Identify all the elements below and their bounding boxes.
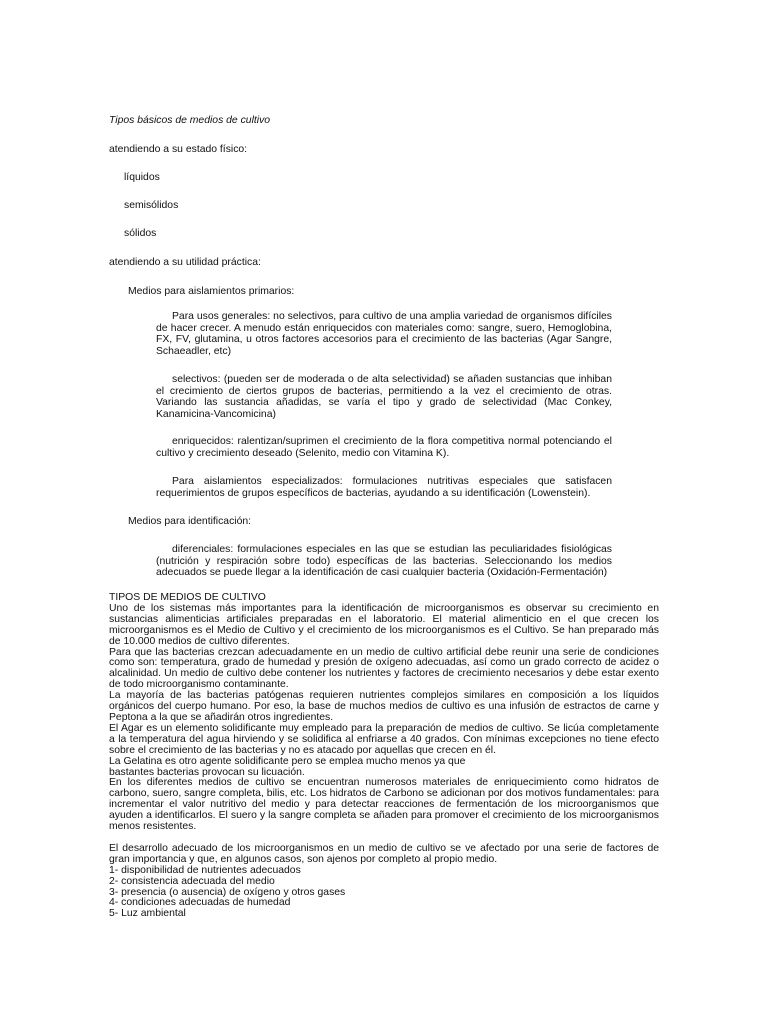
section-paragraph: Para que las bacterias crezcan adecuadamente en un medio de cultivo artificial debe reunir una serie de condiciones como son: temperatura, grado de humedad y presión de oxígeno adecuadas, así como un grado correcto de acidez o alcalinidad. Un medio de cultivo debe contener los nutrientes y factores de crecimiento necesarios y debe estar exento de todo microorganismo contaminante. bbox=[109, 646, 659, 691]
identification-heading: Medios para identificación: bbox=[128, 516, 252, 527]
section-paragraph: La Gelatina es otro agente solidificante pero se emplea mucho menos ya que bbox=[109, 755, 466, 767]
section-paragraph: Uno de los sistemas más importantes para la identificación de microorganismos es observar su crecimiento en sustancias alimenticias artificiales preparadas en el laboratorio. El material alimenticio en el que crecen los microorganismos es el Medio de Cultivo y el crecimiento de los microorganismos es el Cultivo. Se han preparado más de 10.000 medios de cultivo diferentes. bbox=[109, 602, 659, 647]
physical-state-item-semisolidos: semisólidos bbox=[124, 200, 179, 211]
culture-media-types-section bbox=[109, 593, 659, 920]
selective-paragraph: selectivos: (pueden ser de moderada o de alta selectividad) se añaden sustancias que inhiban el crecimiento de ciertos grupos de bacterias, permitiendo a la vez el crecimiento de otras. Variando las sustancia añadidas, se varía el tipo y grado de selectividad (Mac Conkey, Kanamicina-Vancomicina) bbox=[156, 374, 612, 420]
section-paragraph: El Agar es un elemento solidificante muy empleado para la preparación de medios de cultivo. Se licúa completamente a la temperatura del agua hirviendo y se solidifica al enfriarse a 40 grados. Con mínimas excepciones no tiene efecto sobre el crecimiento de las bacterias y no es atacado por aquellas que crecen en él. bbox=[109, 722, 659, 756]
section-heading: TIPOS DE MEDIOS DE CULTIVO bbox=[109, 592, 266, 603]
physical-state-item-solidos: sólidos bbox=[124, 228, 157, 239]
enriched-paragraph: enriquecidos: ralentizan/suprimen el crecimiento de la flora competitiva normal potenciando el cultivo y crecimiento deseado (Selenito, medio con Vitamina K). bbox=[156, 436, 612, 459]
section-paragraph: En los diferentes medios de cultivo se encuentran numerosos materiales de enriquecimiento como hidratos de carbono, suero, sangre completa, bilis, etc. Los hidratos de Carbono se adicionan por dos motivos fundamentales: para incrementar el valor nutritivo del medio y para detectar reacciones de fermentación de los microorganismos que ayuden a identificarlos. El suero y la sangre completa se añaden para promover el crecimiento de los microorganismos menos resistentes. bbox=[109, 777, 659, 833]
factor-list-item: 3- presencia (o ausencia) de oxígeno y otros gases bbox=[109, 886, 346, 898]
practical-use-heading: atendiendo a su utilidad práctica: bbox=[109, 257, 261, 268]
specialized-paragraph: Para aislamientos especializados: formulaciones nutritivas especiales que satisfacen requerimientos de grupos específicos de bacterias, ayudando a su identificación (Lowenstein). bbox=[156, 476, 612, 499]
factor-list-item: 4- condiciones adecuadas de humedad bbox=[109, 897, 291, 909]
factor-list-item: 1- disponibilidad de nutrientes adecuados bbox=[109, 864, 301, 876]
differential-paragraph: diferenciales: formulaciones especiales en las que se estudian las peculiaridades fisiológicas (nutrición y respiración sobre todo) específicas de las bacterias. Seleccionando los medios adecuados se puede llegar a la identificación de casi cualquier bacteria (Oxidación-Fermentación) bbox=[156, 544, 612, 578]
section-paragraph: La mayoría de las bacterias patógenas requieren nutrientes complejos similares en composición a los líquidos orgánicos del cuerpo humano. Por eso, la base de muchos medios de cultivo es una infusión de estractos de carne y Peptona a la que se añadirán otros ingredientes. bbox=[109, 690, 659, 723]
general-use-paragraph: Para usos generales: no selectivos, para cultivo de una amplia variedad de organismos difíciles de hacer crecer. A menudo están enriquecidos con materiales como: sangre, suero, Hemoglobina, FX, FV, glutamina, u otros factores accesorios para el crecimiento de las bacterias (Agar Sangre, Schaeadler, etc) bbox=[156, 311, 612, 357]
section-paragraph: El desarrollo adecuado de los microorganismos en un medio de cultivo se ve afectado por una serie de factores de gran importancia y que, en algunos casos, son ajenos por completo al propio medio. bbox=[109, 842, 659, 865]
factor-list-item: 2- consistencia adecuada del medio bbox=[109, 875, 275, 887]
document-title: Tipos básicos de medios de cultivo bbox=[109, 115, 271, 126]
section-paragraph: bastantes bacterias provocan su licuación. bbox=[109, 766, 305, 778]
primary-isolation-heading: Medios para aislamientos primarios: bbox=[128, 286, 295, 297]
physical-state-heading: atendiendo a su estado físico: bbox=[109, 144, 248, 155]
factor-list-item: 5- Luz ambiental bbox=[109, 908, 186, 920]
physical-state-item-liquidos: líquidos bbox=[124, 172, 160, 183]
